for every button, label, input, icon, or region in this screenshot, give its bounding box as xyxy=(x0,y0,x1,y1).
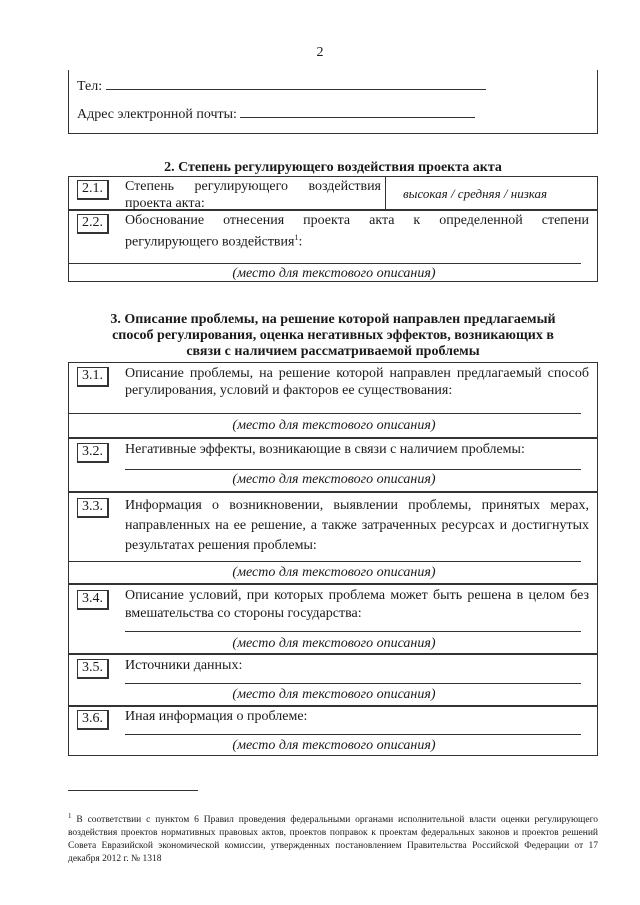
item-3-5-box xyxy=(68,654,598,706)
item-number: 2.1. xyxy=(77,180,109,200)
text-placeholder: (место для текстового описания) xyxy=(232,418,436,433)
item-3-3-box xyxy=(68,492,598,584)
text-fill-line[interactable] xyxy=(125,469,581,470)
item-label: Источники данных: xyxy=(125,658,243,673)
item-label: Описание условий, при которых проблема может быть решена в целом без вмешательства со стороны государства: xyxy=(125,588,589,621)
phone-row xyxy=(77,76,486,95)
text-placeholder: (место для текстового описания) xyxy=(232,687,436,702)
text-placeholder: (место для текстового описания) xyxy=(232,636,436,651)
item-label: Обоснование отнесения проекта акта к определенной степени регулирующего воздействия$^1$: xyxy=(125,213,589,250)
regulation-level-options[interactable]: высокая / средняя / низкая xyxy=(403,186,548,201)
item-number: 3.3. xyxy=(77,498,109,518)
item-2-1-box xyxy=(68,176,598,210)
item-3-2-box xyxy=(68,438,598,492)
item-label: Иная информация о проблеме: xyxy=(125,709,308,724)
item-number: 3.1. xyxy=(77,367,109,387)
page-number: 2 xyxy=(316,45,324,60)
footnote xyxy=(68,810,598,866)
text-fill-line[interactable] xyxy=(125,683,581,684)
item-label: Негативные эффекты, возникающие в связи с наличием проблемы: xyxy=(125,442,525,457)
footnote-mark: 1 xyxy=(68,812,72,820)
section-3-title: 3. Описание проблемы, на решение которой направлен предлагаемый способ регулирования, оценка негативных эффектов, возникающих в связи с наличием рассматриваемой проблемы xyxy=(110,312,556,359)
text-placeholder: (место для текстового описания) xyxy=(232,738,436,753)
section-2-title: 2. Степень регулирующего воздействия проекта акта xyxy=(164,160,502,175)
text-fill-line[interactable] xyxy=(69,263,581,264)
item-3-4-box xyxy=(68,584,598,654)
item-3-6-box xyxy=(68,706,598,756)
phone-field[interactable] xyxy=(106,76,486,90)
item-number: 2.2. xyxy=(77,214,109,234)
text-placeholder: (место для текстового описания) xyxy=(232,565,436,580)
email-label: Адрес электронной почты: xyxy=(77,107,237,122)
item-label: Описание проблемы, на решение которой направлен предлагаемый способ регулирования, условий и факторов ее существования: xyxy=(125,366,589,398)
item-label: Степень регулирующего воздействия проекта акта: xyxy=(125,179,381,211)
text-placeholder: (место для текстового описания) xyxy=(232,266,436,281)
footnote-mark: 1 xyxy=(294,233,299,242)
item-number: 3.2. xyxy=(77,443,109,463)
item-number: 3.6. xyxy=(77,710,109,730)
item-number: 3.4. xyxy=(77,590,109,610)
text-fill-line[interactable] xyxy=(69,413,581,414)
email-row xyxy=(77,104,475,123)
contact-box xyxy=(68,70,598,134)
text-fill-line[interactable] xyxy=(125,734,581,735)
item-2-2-box xyxy=(68,210,598,282)
footnote-separator xyxy=(68,790,198,791)
phone-label: Тел: xyxy=(77,79,103,94)
text-fill-line[interactable] xyxy=(69,561,581,562)
item-number: 3.5. xyxy=(77,659,109,679)
email-field[interactable] xyxy=(240,104,475,118)
item-3-1-box xyxy=(68,362,598,438)
divider xyxy=(385,177,386,209)
text-fill-line[interactable] xyxy=(125,631,581,632)
text-placeholder: (место для текстового описания) xyxy=(232,472,436,487)
footnote-text: В соответствии с пунктом 6 Правил проведения федеральными органами исполнительной власти оценки регулирующего воздействия проектов нормативных правовых актов, проектов поправок к проектам федеральных законов и проектов решений Совета Евразийской экономической комиссии, утвержденных постановлением Правительства Российской Федерации от 17 декабря 2012 г. № 1318 xyxy=(68,815,598,865)
item-label: Информация о возникновении, выявлении проблемы, принятых мерах, направленных на ее решение, а также затраченных ресурсах и достигнутых результатах решения проблемы: xyxy=(125,498,589,553)
